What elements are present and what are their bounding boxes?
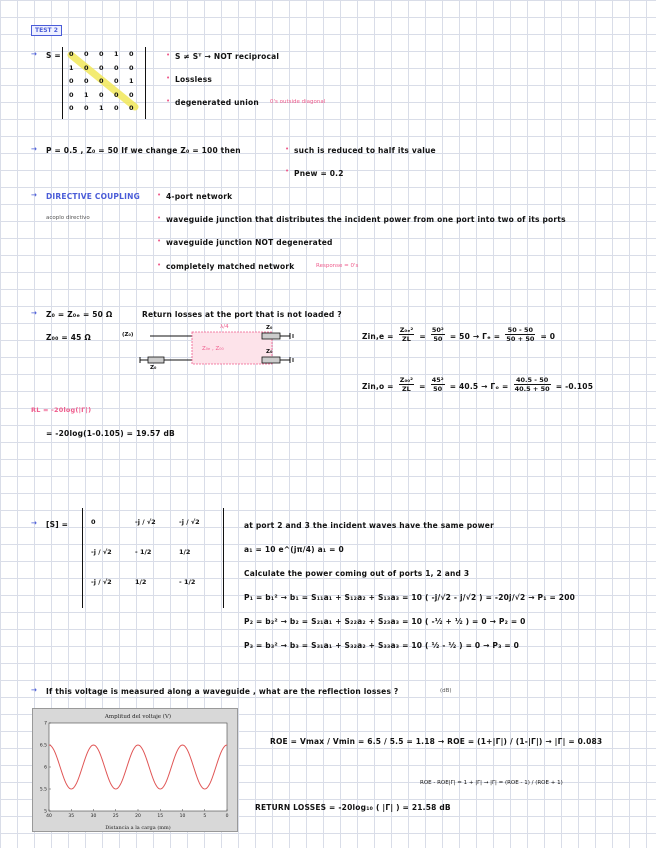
q3-bullet-0: • [157,191,162,199]
circuit-inner: Z₀ₑ , Z₀₀ [202,346,224,352]
eq2-mid: = 40.5 → Γₒ = [449,382,509,391]
x-tick-label: 30 [90,814,97,819]
q5-matrix-cell: -j / √2 [91,578,112,586]
x-tick-label: 15 [157,814,164,819]
q2-bullet-2: • [285,167,290,175]
y-tick-label: 6.5 [39,743,47,749]
test-tag: TEST 2 [31,25,62,36]
x-axis-label: Distancia a la carga (mm) [105,825,171,831]
voltage-chart [32,708,238,832]
eq2-f3: $\frac{40.5 - 50}{40.5 + 50}$ [514,376,550,393]
q1-matrix-cell: 0 [114,77,119,85]
q3-b3: completely matched network [166,262,295,271]
y-tick-label: 6 [44,765,47,771]
q1-bullet-1: • [166,51,171,59]
q6-arrow: → [31,686,37,694]
q2-pnew: Pnew = 0.2 [294,169,344,178]
eq1-f2: $\frac{\text{50²}}{50}$ [431,326,444,343]
q5-matrix-cell: - 1/2 [135,548,152,556]
q1-matrix-cell: 1 [114,50,119,58]
q5-matrix-cell: 1/2 [179,548,191,556]
q1-matrix-cell: 0 [84,77,89,85]
circuit-bottom: Z₀ [150,365,157,371]
q5-arrow: → [31,519,37,527]
q1-matrix-cell: 0 [69,104,74,112]
q1-bullet-3: • [166,97,171,105]
q5-line1: at port 2 and 3 the incident waves have the same power [244,521,494,530]
q1-note-1: S ≠ Sᵀ → NOT reciprocal [175,52,280,61]
q1-matrix-cell: 0 [84,63,89,72]
q5-matrix-cell: -j / √2 [135,518,156,526]
eq-even: Zin,e = $\frac{\text{Z₀ₑ²}}{ZL}$ = $\frac{\text{50²}}{50}$ = 50 → Γₑ = $\frac{50 - 50}{50 + 50}$ = 0 [362,326,556,343]
q3-annot: Response = 0's [316,263,359,269]
q5-matrix-cell: 1/2 [135,578,147,586]
eq2-f1: $\frac{\text{Z₀₀²}}{ZL}$ [399,376,414,393]
q1-matrix-cell: 1 [69,63,74,72]
q5-matrix-cell: 0 [91,518,96,526]
q1-matrix [62,47,146,119]
q5-matrix-cell: -j / √2 [91,548,112,556]
eq1-lhs: Zin,e = [362,332,394,341]
chart-title: Amplitud del voltaje (V) [104,714,172,720]
q1-matrix-cell: 0 [69,50,74,58]
q6-roe-small: ROE - ROE|Γ| = 1 + |Γ| → |Γ| = (ROE - 1) / (ROE + 1) [420,780,563,786]
q1-matrix-cell: 0 [99,63,104,72]
q1-matrix-cell: 1 [99,104,104,112]
q1-matrix-cell: 1 [84,90,89,99]
x-tick-label: 35 [68,814,75,819]
q3-bullet-2: • [157,237,162,245]
q2-arrow: → [31,145,37,153]
q1-bullet-2: • [166,74,171,82]
q2-text: P = 0.5 , Z₀ = 50 If we change Z₀ = 100 then [46,146,241,155]
q3-title: DIRECTIVE COUPLING [46,192,140,201]
q3-side-label: acoplo directivo [46,215,90,221]
q2-result: such is reduced to half its value [294,146,436,155]
q1-matrix-cell: 0 [129,63,134,72]
coupler-circuit [120,322,310,372]
q5-matrix [82,508,224,608]
eq1-f1: $\frac{\text{Z₀ₑ²}}{ZL}$ [399,326,414,343]
x-tick-label: 25 [112,814,119,819]
q6-unit: (dB) [440,688,452,694]
q3-subtitle: 4-port network [166,192,233,201]
q3-bullet-3: • [157,261,162,269]
q3-b1: waveguide junction that distributes the incident power from one port into two of its ports [166,215,566,224]
q1-matrix-cell: 0 [129,50,134,58]
q5-matrix-cell: -j / √2 [179,518,200,526]
eq2-end: = -0.105 [555,382,594,391]
q3-bullet-1: • [157,214,162,222]
circuit-lambda: λ/4 [220,324,229,330]
y-tick-label: 7 [44,721,47,727]
q1-annot: 0's outside diagonal [270,99,326,105]
q6-question: If this voltage is measured along a waveguide , what are the reflection losses ? [46,687,399,696]
circuit-top-r: Z₀ [266,325,273,331]
q1-matrix-cell: 0 [129,104,134,112]
eq1-mid: = 50 → Γₑ = [449,332,501,341]
q5-matrix-cell: - 1/2 [179,578,196,586]
eq1-end: = 0 [540,332,556,341]
circuit-bot-r: Z₀ [266,349,273,355]
q5-line2: Calculate the power coming out of ports 1, 2 and 3 [244,569,470,578]
q4-z0o: Z₀₀ = 45 Ω [46,333,91,342]
circuit-left: (Z₀) [122,332,134,338]
q5-avals: a₁ = 10 e^(jπ/4) a₁ = 0 [244,545,344,554]
x-tick-label: 40 [46,814,52,819]
q1-note-3: degenerated union [175,98,259,107]
y-tick-label: 5 [44,809,47,815]
q5-p2: P₂ = b₂² → b₂ = S₂₁a₁ + S₂₂a₂ + S₂₃a₃ = 10 ( -½ + ½ ) = 0 → P₂ = 0 [244,617,526,626]
q3-b2: waveguide junction NOT degenerated [166,238,333,247]
q1-matrix-cell: 0 [99,77,104,85]
eq1-f3: $\frac{50 - 50}{50 + 50}$ [506,326,535,343]
q1-matrix-cell: 0 [114,104,119,112]
q1-matrix-cell: 0 [84,104,89,112]
q4-arrow: → [31,309,37,317]
x-tick-label: 5 [203,814,207,819]
q5-p3: P₃ = b₃² → b₃ = S₃₁a₁ + S₃₂a₂ + S₃₃a₃ = 10 ( ½ - ½ ) = 0 → P₃ = 0 [244,641,520,650]
x-tick-label: 0 [225,814,229,819]
q4-given: Z₀ = Z₀ₑ = 50 Ω [46,310,113,319]
q1-matrix-cell: 0 [84,50,89,58]
q1-matrix-cell: 1 [129,77,134,85]
rl-formula: RL = -20log(|Γ|) [31,406,92,414]
eq-odd: Zin,o = $\frac{\text{Z₀₀²}}{ZL}$ = $\frac{\text{45²}}{50}$ = 40.5 → Γₒ = $\frac{40.5 - 50}{40.5 + 50}$ = -0.105 [362,376,594,393]
q2-bullet: • [285,145,290,153]
q1-matrix-cell: 0 [114,90,119,99]
q1-label: S = [46,51,61,60]
y-tick-label: 5.5 [39,787,47,793]
q5-label: [S] = [46,520,69,529]
q1-matrix-cell: 0 [69,77,74,85]
x-tick-label: 10 [179,814,186,819]
q1-matrix-cell: 0 [114,63,119,72]
q1-arrow: → [31,50,37,58]
rl-value: = -20log(1-0.105) = 19.57 dB [46,429,175,438]
q6-return-losses: RETURN LOSSES = -20log₁₀ ( |Γ| ) = 21.58 dB [255,803,451,812]
q3-arrow: → [31,191,37,199]
q5-p1: P₁ = b₁² → b₁ = S₁₁a₁ + S₁₂a₂ + S₁₃a₃ = 10 ( -j/√2 - j/√2 ) = -20j/√2 → P₁ = 200 [244,593,576,602]
q1-matrix-cell: 0 [99,50,104,58]
voltage-chart-svg [33,709,237,831]
q4-question: Return losses at the port that is not loaded ? [142,310,342,319]
q6-roe: ROE = Vmax / Vmin = 6.5 / 5.5 = 1.18 → ROE = (1+|Γ|) / (1-|Γ|) → |Γ| = 0.083 [270,737,603,746]
q1-matrix-cell: 0 [99,90,104,99]
eq2-lhs: Zin,o = [362,382,394,391]
x-tick-label: 20 [135,814,141,819]
q1-note-2: Lossless [175,75,213,84]
eq2-f2: $\frac{\text{45²}}{50}$ [431,376,444,393]
q1-matrix-cell: 0 [129,90,134,99]
q1-matrix-cell: 0 [69,90,74,99]
plot-area [49,723,227,811]
